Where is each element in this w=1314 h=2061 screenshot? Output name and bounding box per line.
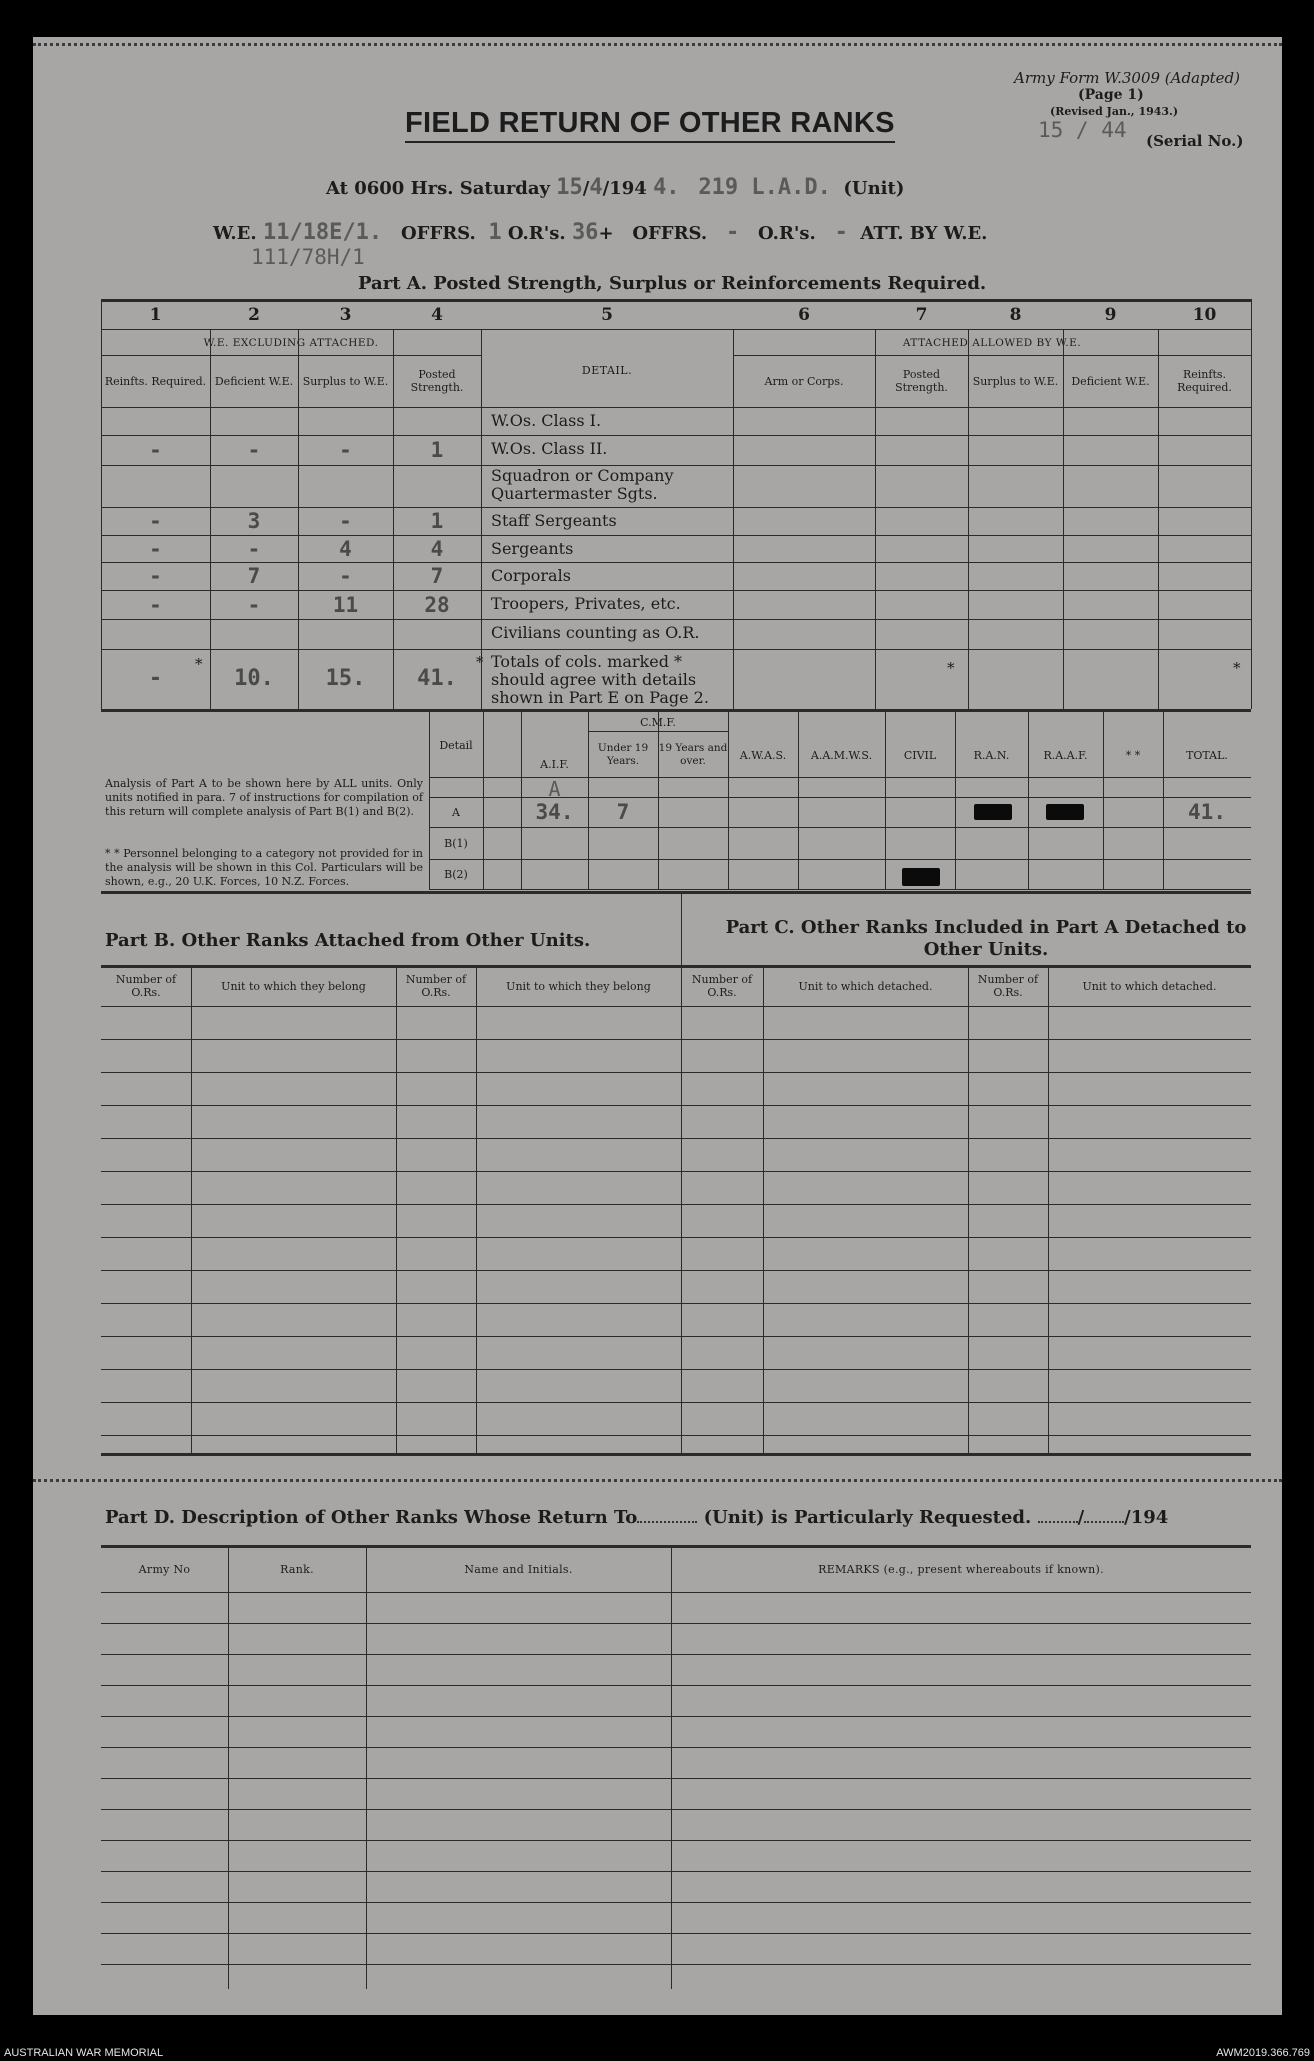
over19-header: 19 Years and over. (658, 742, 728, 767)
detail-2: W.Os. Class II. (491, 439, 608, 458)
sub-header-8: Surplus to W.E. (972, 374, 1059, 388)
offrs-value: 1 (488, 220, 502, 245)
row-7-col-3: 11 (332, 592, 359, 617)
bc-col-line-6 (1048, 965, 1049, 1453)
col-number-10: 10 (1192, 304, 1217, 325)
raaf-redaction (1046, 804, 1084, 820)
row-2-col-1: - (149, 438, 162, 462)
part-a-col-line-1 (210, 329, 211, 709)
row-6-col-4: 7 (430, 564, 444, 588)
bc-col-line-5 (968, 965, 969, 1453)
aif-header: A.I.F. (540, 757, 569, 771)
part-d-row-rule (101, 1747, 1251, 1748)
unit-value: 219 L.A.D. (698, 175, 831, 200)
part-d-row-rule (101, 1623, 1251, 1624)
part-d-row-rule (101, 1933, 1251, 1934)
bc-col-line-4 (763, 965, 764, 1453)
sub-header-3: Surplus to W.E. (302, 374, 389, 388)
row-4-col-2: 3 (247, 509, 261, 533)
offrs2-value: - (725, 220, 740, 245)
part-a-col-line-4 (481, 329, 482, 709)
page-title: FIELD RETURN OF OTHER RANKS (405, 107, 895, 143)
totals-col-2: 10. (234, 665, 274, 691)
part-b-title: Part B. Other Ranks Attached from Other Units. (105, 930, 591, 951)
col-number-6: 6 (798, 304, 810, 325)
sub-header-7: Posted Strength. (895, 368, 948, 394)
bc-row-rule (101, 1369, 1251, 1370)
offrs-label: OFFRS. (400, 223, 476, 244)
we-value-second: 111/78H/1 (251, 245, 365, 269)
analysis-col-line-5 (728, 709, 729, 889)
part-d-row-rule (101, 1840, 1251, 1841)
part-d-col-line-0 (228, 1545, 229, 1989)
month-value: 4 (589, 175, 603, 200)
detail-7: Troopers, Privates, etc. (491, 594, 681, 613)
detail-3: Squadron or Company Quartermaster Sgts. (491, 466, 674, 503)
row-6-col-3: - (339, 564, 352, 588)
detail-5: Sergeants (491, 539, 574, 558)
part-d-header-4: REMARKS (e.g., present whereabouts if known). (818, 1563, 1104, 1576)
part-a-col-line-8 (1063, 329, 1064, 709)
row-3-col-2 (210, 465, 298, 507)
we-value: 11/18E/1. (262, 220, 383, 245)
analysis-col-line-4 (658, 709, 659, 889)
analysis-row-label-3: B(2) (444, 867, 468, 881)
row-5-col-2: - (247, 536, 261, 561)
analysis-col-line-7 (885, 709, 886, 889)
totals-col-4: 41. (417, 665, 457, 691)
revised-label: (Revised Jan., 1943.) (1050, 105, 1179, 118)
row-4-col-1: - (149, 509, 162, 533)
part-d-header-rule (101, 1592, 1251, 1593)
row-1-col-1 (101, 407, 210, 435)
row-a-total: 41. (1188, 800, 1226, 824)
sub-header-4: Posted Strength. (410, 368, 464, 394)
col-number-5: 5 (601, 304, 613, 325)
detail-header: DETAIL. (581, 363, 633, 377)
att-label: ATT. BY W.E. (860, 223, 988, 244)
part-d-title: Part D. Description of Other Ranks Whose Return To (Unit) is Particularly Requested. / /194 (105, 1507, 1169, 1528)
part-a-title: Part A. Posted Strength, Surplus or Reinforcements Required. (358, 273, 987, 294)
detail-1: W.Os. Class I. (491, 411, 602, 430)
part-d-row-rule (101, 1809, 1251, 1810)
part-a-col-line-5 (733, 329, 734, 709)
row-6-col-2: 7 (247, 564, 261, 588)
bc-divider (681, 891, 682, 965)
civil-header: CIVIL (903, 748, 937, 762)
group-rule-left (101, 355, 481, 356)
row-8-col-4 (393, 619, 481, 649)
row-5-col-1: - (149, 536, 162, 561)
part-d-col-line-2 (671, 1545, 672, 1989)
row-1-col-3 (298, 407, 393, 435)
bc-row-rule (101, 1435, 1251, 1436)
bc-row-rule (101, 1072, 1251, 1073)
part-a-col-line-7 (968, 329, 969, 709)
star-col-1: * (195, 655, 203, 673)
form-number: Army Form W.3009 (Adapted) (1014, 69, 1240, 87)
bc-col-line-1 (396, 965, 397, 1453)
bc-col-line-3 (681, 965, 682, 1453)
analysis-bottom-rule (101, 891, 1251, 894)
ors2-value: - (834, 220, 848, 245)
bc-row-rule (101, 1171, 1251, 1172)
day-value: 15 (556, 175, 583, 200)
group-left-header: W.E. EXCLUDING ATTACHED. (203, 337, 379, 349)
part-c-header-1: Number of O.Rs. (691, 973, 753, 999)
plus-sign: + (598, 223, 614, 244)
unit-label: (Unit) (843, 178, 905, 199)
star-col-7: * (947, 659, 955, 677)
row-2-col-3: - (339, 438, 352, 462)
bc-row-rule (101, 1039, 1251, 1040)
ors-value: 36 (571, 220, 599, 245)
sub-header-9: Deficient W.E. (1071, 374, 1150, 388)
analysis-col-line-9 (1028, 709, 1029, 889)
bc-row-rule (101, 1303, 1251, 1304)
bc-row-rule (101, 1204, 1251, 1205)
part-d-top-rule (101, 1545, 1251, 1548)
sub-header-1: Reinfts. Required. (104, 374, 207, 388)
bc-bottom-rule (101, 1453, 1251, 1456)
row-8-col-1 (101, 619, 210, 649)
day-blank[interactable] (1038, 1521, 1078, 1523)
row-3-col-1 (101, 465, 210, 507)
raaf-header: R.A.A.F. (1043, 748, 1088, 762)
analysis-row-label-1: A (452, 805, 460, 819)
row-1-col-4 (393, 407, 481, 435)
bc-col-line-0 (191, 965, 192, 1453)
part-c-header-3: Number of O.Rs. (977, 973, 1039, 999)
aamws-header: A.A.M.W.S. (810, 748, 873, 762)
row-4-col-3: - (339, 509, 352, 533)
row-7-col-4: 28 (424, 592, 450, 617)
row-6-col-1: - (149, 564, 162, 588)
serial-label: (Serial No.) (1146, 132, 1244, 150)
sub-header-6: Arm or Corps. (764, 374, 844, 388)
part-d-header-1: Army No (138, 1563, 191, 1576)
bc-row-rule (101, 1105, 1251, 1106)
group-right-header: ATTACHED ALLOWED BY W.E. (902, 337, 1082, 349)
bc-row-rule (101, 1237, 1251, 1238)
star-col-4: * (476, 653, 484, 671)
analysis-detail-header: Detail (439, 738, 473, 752)
analysis-col-line-0 (429, 709, 430, 889)
row-8-col-3 (298, 619, 393, 649)
form-sheet (33, 37, 1282, 2015)
bc-col-line-2 (476, 965, 477, 1453)
analysis-footnote: * * Personnel belonging to a category not provided for in the analysis will be shown in this Col. Particulars will be shown, e.g., 20 U.K. Forces, 10 N.Z. Forces. (105, 847, 423, 888)
date-line: At 0600 Hrs. Saturday 15/4/194 4. 219 L.A.D. (Unit) (326, 175, 905, 200)
other-header: * * (1125, 748, 1141, 762)
bc-row-rule (101, 1402, 1251, 1403)
part-c-title: Part C. Other Ranks Included in Part A Detached to Other Units. (725, 917, 1247, 960)
totals-col-1: - (148, 665, 163, 691)
part-a-edge-10 (1251, 299, 1252, 709)
detail-8: Civilians counting as O.R. (491, 623, 700, 642)
col-number-9: 9 (1104, 304, 1117, 325)
we-label: W.E. (213, 223, 257, 244)
middle-perforation (33, 1479, 1282, 1482)
part-c-header-4: Unit to which detached. (1082, 979, 1217, 993)
row-a-under19: 7 (616, 800, 630, 824)
row-3-col-3 (298, 465, 393, 507)
analysis-col-line-6 (798, 709, 799, 889)
part-a-col-line-3 (393, 329, 394, 709)
part-d-row-rule (101, 1716, 1251, 1717)
analysis-row-rule-3 (429, 889, 1251, 890)
col-number-4: 4 (431, 304, 443, 325)
offrs2-label: OFFRS. (632, 223, 708, 244)
footer-right: AWM2019.366.769 (1216, 2047, 1310, 2059)
bc-row-rule (101, 1138, 1251, 1139)
detail-6: Corporals (491, 566, 571, 585)
ran-header: R.A.N. (973, 748, 1010, 762)
col-number-7: 7 (915, 304, 928, 325)
row-8-col-2 (210, 619, 298, 649)
analysis-row-rule-2 (429, 859, 1251, 860)
row-2-col-4: 1 (430, 438, 444, 462)
star-col-10: * (1233, 659, 1241, 677)
analysis-row-label-2: B(1) (444, 836, 468, 850)
part-b-header-2: Unit to which they belong (221, 979, 366, 993)
part-a-bottom-rule (101, 709, 1251, 712)
analysis-col-line-1 (483, 709, 484, 889)
awas-header: A.W.A.S. (739, 748, 787, 762)
totals-detail: Totals of cols. marked * should agree with details shown in Part E on Page 2. (491, 652, 709, 707)
top-perforation (33, 43, 1282, 46)
year-prefix: /194 (602, 178, 647, 199)
part-d-row-rule (101, 1685, 1251, 1686)
month-blank[interactable] (1084, 1521, 1124, 1523)
analysis-note: Analysis of Part A to be shown here by ALL units. Only units notified in para. 7 of instructions for compilation of this return will complete analysis of Part B(1) and B(2). (105, 777, 423, 818)
year-digit: 4. (653, 175, 680, 200)
col-number-3: 3 (339, 304, 352, 325)
sub-header-2: Deficient W.E. (214, 374, 294, 388)
cmf-header: C.M.F. (640, 715, 676, 729)
part-a-col-line-9 (1158, 329, 1159, 709)
total-header: TOTAL. (1186, 748, 1228, 762)
ors-label: O.R's. (507, 223, 566, 244)
col-number-8: 8 (1009, 304, 1022, 325)
part-a-col-line-6 (875, 329, 876, 709)
analysis-col-line-2 (521, 709, 522, 889)
part-d-col-line-1 (366, 1545, 367, 1989)
aif-handwritten: A (548, 777, 561, 801)
we-line (213, 220, 987, 245)
part-b-header-4: Unit to which they belong (506, 979, 651, 993)
part-d-row-rule (101, 1964, 1251, 1965)
row-7-col-2: - (247, 592, 261, 617)
totals-col-3: 15. (325, 665, 366, 691)
part-d-header-3: Name and Initials. (464, 1563, 573, 1576)
at-label: At 0600 Hrs. Saturday (326, 178, 551, 199)
part-d-title-post: (Unit) is Particularly Requested. (703, 1507, 1032, 1528)
row-3-col-4 (393, 465, 481, 507)
part-d-row-rule (101, 1902, 1251, 1903)
col-number-2: 2 (248, 304, 260, 325)
part-a-col-line-2 (298, 329, 299, 709)
under19-header: Under 19 Years. (597, 742, 649, 767)
analysis-col-line-10 (1103, 709, 1104, 889)
group-rule-right (733, 355, 1251, 356)
row-2-col-2: - (247, 438, 261, 462)
footer-left: AUSTRALIAN WAR MEMORIAL (4, 2047, 164, 2059)
bc-row-rule (101, 1336, 1251, 1337)
row-1-col-2 (210, 407, 298, 435)
ran-redaction (974, 804, 1012, 820)
part-d-row-rule (101, 1654, 1251, 1655)
civil-redaction (902, 868, 940, 886)
analysis-row-rule-1 (429, 827, 1251, 828)
ors2-label: O.R's. (758, 223, 816, 244)
part-d-row-rule (101, 1871, 1251, 1872)
serial-value: 15 / 44 (1038, 118, 1127, 142)
sub-header-10: Reinfts. Required. (1177, 368, 1232, 394)
part-d-year: /194 (1124, 1507, 1169, 1528)
unit-blank[interactable] (637, 1521, 697, 1523)
analysis-col-line-11 (1163, 709, 1164, 889)
analysis-col-line-3 (588, 709, 589, 889)
row-5-col-3: 4 (339, 536, 352, 561)
row-a-aif: 34. (535, 800, 574, 824)
part-d-title-pre: Part D. Description of Other Ranks Whose Return To (105, 1507, 638, 1528)
detail-4: Staff Sergeants (491, 511, 617, 530)
part-d-row-rule (101, 1778, 1251, 1779)
part-a-edge-0 (101, 299, 102, 709)
bc-header-rule (101, 1006, 1251, 1007)
bc-row-rule (101, 1270, 1251, 1271)
row-5-col-4: 4 (430, 536, 444, 561)
page-label: (Page 1) (1078, 87, 1144, 103)
part-c-header-2: Unit to which detached. (798, 979, 933, 993)
row-4-col-4: 1 (430, 509, 444, 533)
part-b-header-3: Number of O.Rs. (405, 973, 467, 999)
part-d-header-2: Rank. (280, 1563, 314, 1576)
col-number-rule (101, 329, 1251, 330)
col-number-1: 1 (149, 304, 162, 325)
analysis-col-line-8 (955, 709, 956, 889)
row-7-col-1: - (149, 592, 162, 617)
part-b-header-1: Number of O.Rs. (115, 973, 177, 999)
